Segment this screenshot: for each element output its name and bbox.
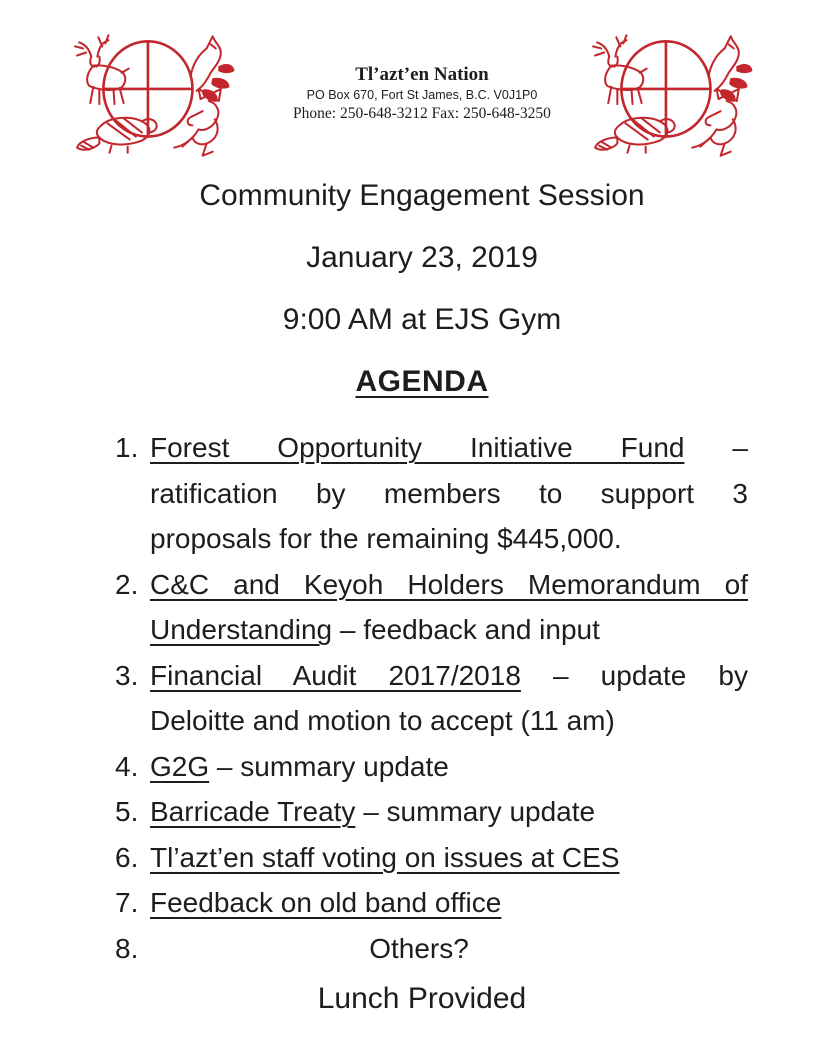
agenda-item-text [150,562,748,653]
agenda-list [96,425,748,971]
agenda-item [115,744,748,790]
agenda-line [150,744,748,790]
agenda-line [150,653,748,699]
agenda-topic: Understanding [150,614,333,645]
agenda-item-text [150,835,748,881]
agenda-item-text [150,744,748,790]
org-name: Tl’azt’en Nation [355,64,489,85]
agenda-line [150,926,748,972]
agenda-line [150,880,748,926]
agenda-detail: Deloitte and motion to accept (11 am) [150,705,615,736]
agenda-item-number: 6. [115,841,139,873]
agenda-detail: – summary update [355,796,596,827]
agenda-detail: ratification by members to support 3 [150,477,748,509]
agenda-item-text [150,653,748,744]
agenda-heading: AGENDA [355,365,489,398]
agenda-line [150,562,748,608]
agenda-line [150,425,748,471]
agenda-item-number: 3. [115,659,139,691]
agenda-topic: C&C and Keyoh Holders Memorandum of [150,568,748,600]
org-phone-fax: Phone: 250-648-3212 Fax: 250-648-3250 [293,105,551,122]
agenda-item-text [150,425,748,562]
agenda-line [150,607,748,653]
agenda-topic: G2G [150,750,210,782]
agenda-item [115,425,748,562]
agenda-detail: – summary update [209,750,449,782]
agenda-item [115,926,748,972]
org-address: PO Box 670, Fort St James, B.C. V0J1P0 [306,88,538,102]
agenda-item [115,880,748,926]
agenda-line [150,698,748,744]
agenda-item-text [150,926,748,972]
agenda-topic: Barricade Treaty [150,796,356,827]
agenda-topic: Financial Audit 2017/2018 [150,659,521,691]
agenda-detail: Others? [369,932,469,964]
agenda-detail: – feedback and input [332,614,600,645]
agenda-item-number: 8. [115,932,139,964]
agenda-detail: – [684,432,748,463]
agenda-item-number: 5. [115,796,139,827]
agenda-item-number: 2. [115,568,139,600]
agenda-item [115,835,748,881]
letterhead [0,0,816,163]
agenda-item-number: 1. [115,432,139,463]
agenda-item [115,562,748,653]
agenda-item-number: 7. [115,887,139,918]
session-title: Community Engagement Session [199,179,645,212]
session-date: January 23, 2019 [306,241,538,274]
agenda-item-text [150,789,748,835]
agenda-detail: proposals for the remaining $445,000. [150,523,622,554]
agenda-line [150,516,748,562]
agenda-topic: Forest Opportunity Initiative Fund [150,432,685,463]
agenda-topic: Tl’azt’en staff voting on issues at CES [150,841,620,873]
agenda-line [150,471,748,517]
session-time-location: 9:00 AM at EJS Gym [282,303,562,336]
agenda-line [150,835,748,881]
agenda-topic: Feedback on old band office [150,887,502,918]
agenda-item-text [150,880,748,926]
letterhead-text [96,62,748,124]
agenda-item [115,653,748,744]
document-body [96,179,748,1016]
agenda-detail: – update by [520,659,749,691]
agenda-item-number: 4. [115,750,139,782]
agenda-line [150,789,748,835]
agenda-item [115,789,748,835]
lunch-note: Lunch Provided [317,982,527,1015]
